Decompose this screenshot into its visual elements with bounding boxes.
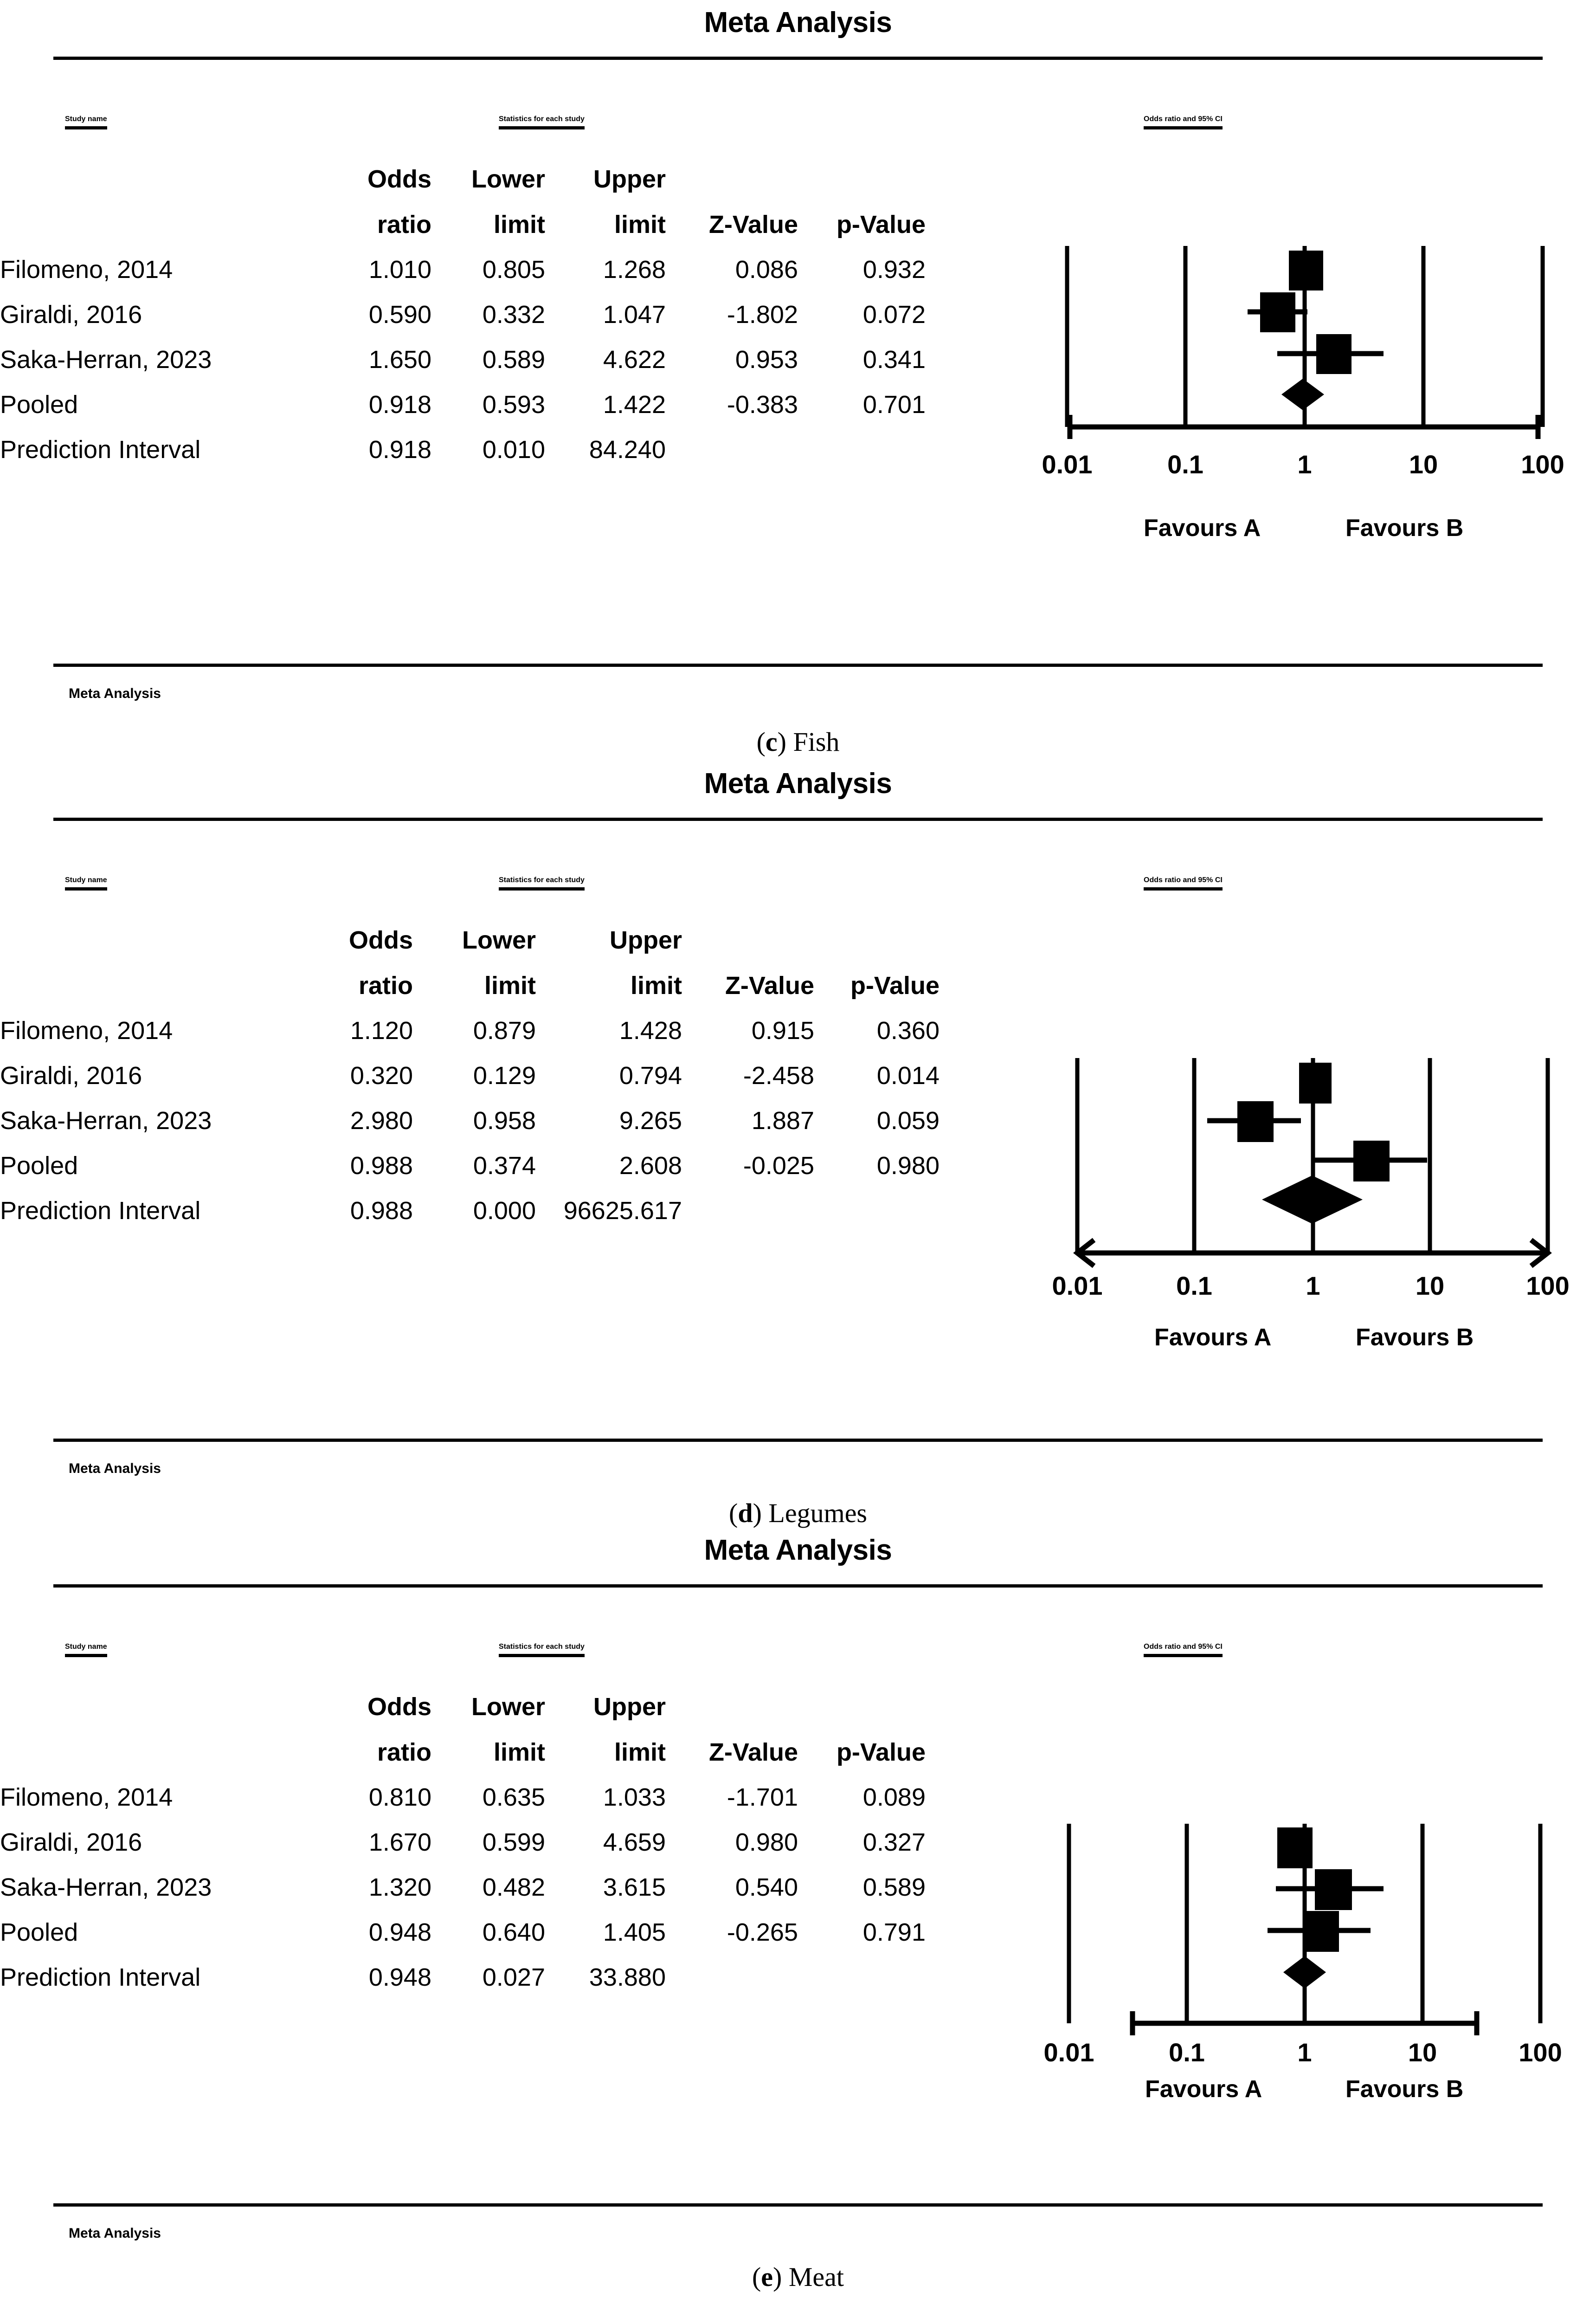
th-ulim: limit — [630, 972, 682, 1000]
table-header-row-2 — [0, 194, 926, 239]
th-p-top — [798, 1692, 926, 1721]
caption-text: Fish — [786, 727, 840, 757]
panel-title-meat: Meta Analysis — [704, 1534, 892, 1566]
cell-p-value: 0.791 — [862, 1918, 926, 1946]
cell-p-value: 0.360 — [876, 1017, 940, 1045]
cell-lower-limit: 0.805 — [482, 256, 545, 284]
xtick-label: 0.01 — [1042, 450, 1093, 479]
xtick-label: 10 — [1409, 450, 1438, 479]
caption-letter: c — [765, 727, 778, 757]
panel-title-fish: Meta Analysis — [704, 6, 892, 39]
xtick-label: 1 — [1297, 450, 1312, 479]
table-row — [0, 419, 926, 464]
th-odds: Odds — [367, 1693, 431, 1721]
cell-upper-limit: 1.428 — [619, 1017, 682, 1045]
cell-lower-limit: 0.589 — [482, 346, 545, 374]
cell-z-value: -0.383 — [727, 391, 798, 419]
table-row — [0, 1812, 926, 1857]
table-row — [0, 284, 926, 329]
table-row — [0, 239, 926, 284]
cell-p-value: 0.932 — [862, 256, 926, 284]
cell-z-value: -0.025 — [743, 1152, 814, 1180]
panel-rule-top — [53, 1584, 1543, 1588]
th-odds: Odds — [348, 926, 413, 954]
cell-upper-limit: 1.268 — [603, 256, 666, 284]
cell-lower-limit: 0.027 — [482, 1963, 545, 1991]
study-marker-filomeno — [1299, 1063, 1332, 1104]
panel-footer-label: Meta Analysis — [69, 1461, 161, 1476]
cell-z-value: -2.458 — [743, 1062, 814, 1090]
cell-z-value: 0.915 — [751, 1017, 814, 1045]
table-row — [0, 1947, 926, 1992]
table-row — [0, 1180, 940, 1225]
th-ulim: limit — [614, 1738, 666, 1766]
th-ratio: ratio — [377, 211, 431, 239]
favours-left-label: Favours A — [1154, 1324, 1272, 1351]
cell-lower-limit: 0.599 — [482, 1828, 545, 1856]
caption-letter: e — [761, 2262, 773, 2292]
cell-lower-limit: 0.958 — [473, 1107, 536, 1135]
cell-odds-ratio: 0.918 — [368, 436, 431, 464]
table-row — [0, 374, 926, 419]
th-ratio: ratio — [377, 1738, 431, 1766]
cell-z-value: 0.980 — [735, 1828, 798, 1856]
cell-study-name: Saka-Herran, 2023 — [0, 346, 212, 374]
forest-plot-svg — [1021, 1777, 1596, 2065]
table-row — [0, 1857, 926, 1902]
header-plot: Odds ratio and 95% CI — [1144, 115, 1223, 129]
xtick-label: 1 — [1306, 1271, 1320, 1300]
th-lower: Lower — [471, 165, 545, 193]
study-marker-saka-herran — [1277, 334, 1384, 374]
cell-z-value: -1.701 — [727, 1783, 798, 1811]
cell-lower-limit: 0.000 — [473, 1197, 536, 1225]
cell-upper-limit: 3.615 — [603, 1873, 666, 1901]
cell-lower-limit: 0.374 — [473, 1152, 536, 1180]
th-odds: Odds — [367, 165, 431, 193]
table-header-row-1 — [0, 165, 926, 194]
cell-upper-limit: 1.422 — [603, 391, 666, 419]
cell-study-name: Giraldi, 2016 — [0, 1828, 142, 1856]
cell-odds-ratio: 0.918 — [368, 391, 431, 419]
study-marker-saka-herran — [1312, 1141, 1427, 1181]
study-marker-giraldi — [1276, 1869, 1384, 1910]
cell-study-name: Saka-Herran, 2023 — [0, 1107, 212, 1135]
cell-upper-limit: 96625.617 — [563, 1197, 682, 1225]
xtick-label: 10 — [1415, 1271, 1445, 1300]
forest-plot-meat — [1021, 1777, 1596, 2107]
table — [0, 165, 926, 464]
xtick-label: 0.01 — [1043, 2038, 1094, 2065]
xtick-label: 0.01 — [1052, 1271, 1103, 1300]
table-header-row-2 — [0, 1721, 926, 1767]
cell-odds-ratio: 1.650 — [368, 346, 431, 374]
cell-upper-limit: 33.880 — [589, 1963, 666, 1991]
figure-caption-fish: (c) Fish — [756, 727, 840, 757]
forest-plot-svg — [1021, 1026, 1596, 1313]
cell-upper-limit: 9.265 — [619, 1107, 682, 1135]
cell-study-name: Filomeno, 2014 — [0, 1017, 173, 1045]
th-lower: Lower — [471, 1693, 545, 1721]
cell-lower-limit: 0.640 — [482, 1918, 545, 1946]
th-pval: p-Value — [836, 1738, 926, 1766]
cell-upper-limit: 84.240 — [589, 436, 666, 464]
th-pval: p-Value — [850, 972, 940, 1000]
forest-plot-legumes — [1021, 1026, 1596, 1355]
header-statistics: Statistics for each study — [499, 115, 585, 129]
th-ratio: ratio — [358, 972, 413, 1000]
header-plot: Odds ratio and 95% CI — [1144, 1643, 1223, 1657]
panel-rule-bottom — [53, 2203, 1543, 2207]
cell-study-name: Filomeno, 2014 — [0, 1783, 173, 1811]
header-study-name: Study name — [65, 115, 107, 129]
table-row — [0, 1045, 940, 1090]
caption-text: Legumes — [761, 1498, 868, 1528]
cell-upper-limit: 2.608 — [619, 1152, 682, 1180]
cell-lower-limit: 0.010 — [482, 436, 545, 464]
cell-z-value — [682, 1180, 814, 1225]
cell-study-name: Giraldi, 2016 — [0, 301, 142, 329]
cell-odds-ratio: 0.988 — [350, 1197, 413, 1225]
cell-p-value: 0.980 — [876, 1152, 940, 1180]
cell-p-value: 0.014 — [876, 1062, 940, 1090]
cell-p-value — [798, 419, 926, 464]
xtick-label: 0.1 — [1167, 450, 1203, 479]
cell-upper-limit: 1.405 — [603, 1918, 666, 1946]
cell-study-name: Pooled — [0, 391, 78, 419]
figure-caption-legumes: (d) Legumes — [728, 1498, 868, 1528]
pooled-diamond — [1283, 1956, 1326, 1988]
meta-analysis-panel-fish — [0, 0, 1596, 761]
th-z-top — [666, 165, 798, 194]
th-upper: Upper — [593, 1693, 666, 1721]
cell-p-value: 0.327 — [862, 1828, 926, 1856]
cell-z-value — [666, 419, 798, 464]
th-llim: limit — [493, 211, 545, 239]
study-marker-giraldi — [1207, 1101, 1301, 1142]
cell-odds-ratio: 2.980 — [350, 1107, 413, 1135]
caption-letter: d — [738, 1498, 753, 1528]
forest-plot-fish — [1021, 241, 1596, 543]
favours-right-label: Favours B — [1345, 515, 1464, 542]
th-p-top — [798, 165, 926, 194]
cell-odds-ratio: 0.948 — [368, 1963, 431, 1991]
forest-plot-svg — [1021, 241, 1596, 501]
header-study-name: Study name — [65, 876, 107, 891]
cell-study-name: Saka-Herran, 2023 — [0, 1873, 212, 1901]
table-row — [0, 1090, 940, 1135]
cell-odds-ratio: 1.670 — [368, 1828, 431, 1856]
cell-odds-ratio: 0.320 — [350, 1062, 413, 1090]
cell-odds-ratio: 0.590 — [368, 301, 431, 329]
panel-title-legumes: Meta Analysis — [704, 768, 892, 800]
cell-p-value — [814, 1180, 940, 1225]
favours-right-label: Favours B — [1345, 2076, 1464, 2103]
table-row — [0, 1902, 926, 1947]
cell-lower-limit: 0.879 — [473, 1017, 536, 1045]
th-ulim: limit — [614, 211, 666, 239]
cell-p-value: 0.341 — [862, 346, 926, 374]
th-z-top — [666, 1692, 798, 1721]
th-upper: Upper — [593, 165, 666, 193]
th-z-top — [682, 926, 814, 955]
cell-z-value: 0.540 — [735, 1873, 798, 1901]
table — [0, 926, 940, 1225]
cell-study-name: Prediction Interval — [0, 1197, 201, 1225]
cell-lower-limit: 0.482 — [482, 1873, 545, 1901]
cell-z-value: -1.802 — [727, 301, 798, 329]
xtick-label: 100 — [1521, 450, 1564, 479]
cell-study-name: Pooled — [0, 1918, 78, 1946]
panel-footer-label: Meta Analysis — [69, 686, 161, 701]
xtick-label: 1 — [1297, 2038, 1312, 2065]
cell-study-name: Prediction Interval — [0, 1963, 201, 1991]
th-llim: limit — [493, 1738, 545, 1766]
cell-odds-ratio: 0.948 — [368, 1918, 431, 1946]
table — [0, 1692, 926, 1992]
meta-analysis-panel-meat — [0, 1531, 1596, 2298]
pooled-diamond — [1281, 379, 1324, 410]
th-llim: limit — [484, 972, 536, 1000]
cell-lower-limit: 0.593 — [482, 391, 545, 419]
study-marker-filomeno — [1289, 251, 1323, 290]
cell-upper-limit: 1.033 — [603, 1783, 666, 1811]
xtick-label: 0.1 — [1176, 1271, 1212, 1300]
panel-rule-top — [53, 818, 1543, 821]
th-upper: Upper — [609, 926, 682, 954]
cell-z-value: 0.086 — [735, 256, 798, 284]
cell-z-value: 1.887 — [751, 1107, 814, 1135]
table-header-row-2 — [0, 955, 940, 1000]
panel-rule-bottom — [53, 1439, 1543, 1442]
th-zval: Z-Value — [708, 1738, 798, 1766]
cell-lower-limit: 0.332 — [482, 301, 545, 329]
header-plot: Odds ratio and 95% CI — [1144, 876, 1223, 891]
table-row — [0, 1135, 940, 1180]
cell-p-value: 0.589 — [862, 1873, 926, 1901]
favours-left-label: Favours A — [1144, 515, 1261, 542]
cell-study-name: Filomeno, 2014 — [0, 256, 173, 284]
cell-z-value: 0.953 — [735, 346, 798, 374]
study-marker-saka-herran — [1268, 1911, 1371, 1952]
pooled-diamond — [1262, 1175, 1363, 1224]
cell-odds-ratio: 0.810 — [368, 1783, 431, 1811]
favours-left-label: Favours A — [1145, 2076, 1262, 2103]
cell-study-name: Giraldi, 2016 — [0, 1062, 142, 1090]
th-zval: Z-Value — [725, 972, 814, 1000]
cell-lower-limit: 0.635 — [482, 1783, 545, 1811]
cell-odds-ratio: 1.320 — [368, 1873, 431, 1901]
cell-odds-ratio: 1.120 — [350, 1017, 413, 1045]
table-row — [0, 1767, 926, 1812]
table-header-row-1 — [0, 1692, 926, 1721]
cell-z-value — [666, 1947, 798, 1992]
th-zval: Z-Value — [708, 211, 798, 239]
table-row — [0, 329, 926, 374]
cell-upper-limit: 4.622 — [603, 346, 666, 374]
th-p-top — [814, 926, 940, 955]
panel-rule-top — [53, 57, 1543, 60]
cell-p-value: 0.089 — [862, 1783, 926, 1811]
study-marker-filomeno — [1277, 1827, 1313, 1868]
study-marker-giraldi — [1248, 292, 1307, 332]
cell-odds-ratio: 1.010 — [368, 256, 431, 284]
th-lower: Lower — [462, 926, 536, 954]
cell-lower-limit: 0.129 — [473, 1062, 536, 1090]
cell-z-value: -0.265 — [727, 1918, 798, 1946]
table-row — [0, 1000, 940, 1045]
xtick-label: 100 — [1519, 2038, 1562, 2065]
cell-p-value: 0.059 — [876, 1107, 940, 1135]
caption-text: Meat — [782, 2262, 844, 2292]
header-statistics: Statistics for each study — [499, 1643, 585, 1657]
xtick-label: 0.1 — [1169, 2038, 1205, 2065]
meta-analysis-panel-legumes — [0, 761, 1596, 1531]
cell-upper-limit: 0.794 — [619, 1062, 682, 1090]
cell-study-name: Pooled — [0, 1152, 78, 1180]
cell-p-value: 0.701 — [862, 391, 926, 419]
xtick-label: 10 — [1408, 2038, 1437, 2065]
figure-caption-meat: (e) Meat — [752, 2262, 844, 2292]
cell-upper-limit: 1.047 — [603, 301, 666, 329]
cell-p-value: 0.072 — [862, 301, 926, 329]
panel-rule-bottom — [53, 664, 1543, 667]
favours-right-label: Favours B — [1356, 1324, 1474, 1351]
panel-footer-label: Meta Analysis — [69, 2226, 161, 2241]
table-header-row-1 — [0, 926, 940, 955]
cell-upper-limit: 4.659 — [603, 1828, 666, 1856]
cell-study-name: Prediction Interval — [0, 436, 201, 464]
xtick-label: 100 — [1526, 1271, 1570, 1300]
th-pval: p-Value — [836, 211, 926, 239]
cell-odds-ratio: 0.988 — [350, 1152, 413, 1180]
header-study-name: Study name — [65, 1643, 107, 1657]
cell-p-value — [798, 1947, 926, 1992]
header-statistics: Statistics for each study — [499, 876, 585, 891]
